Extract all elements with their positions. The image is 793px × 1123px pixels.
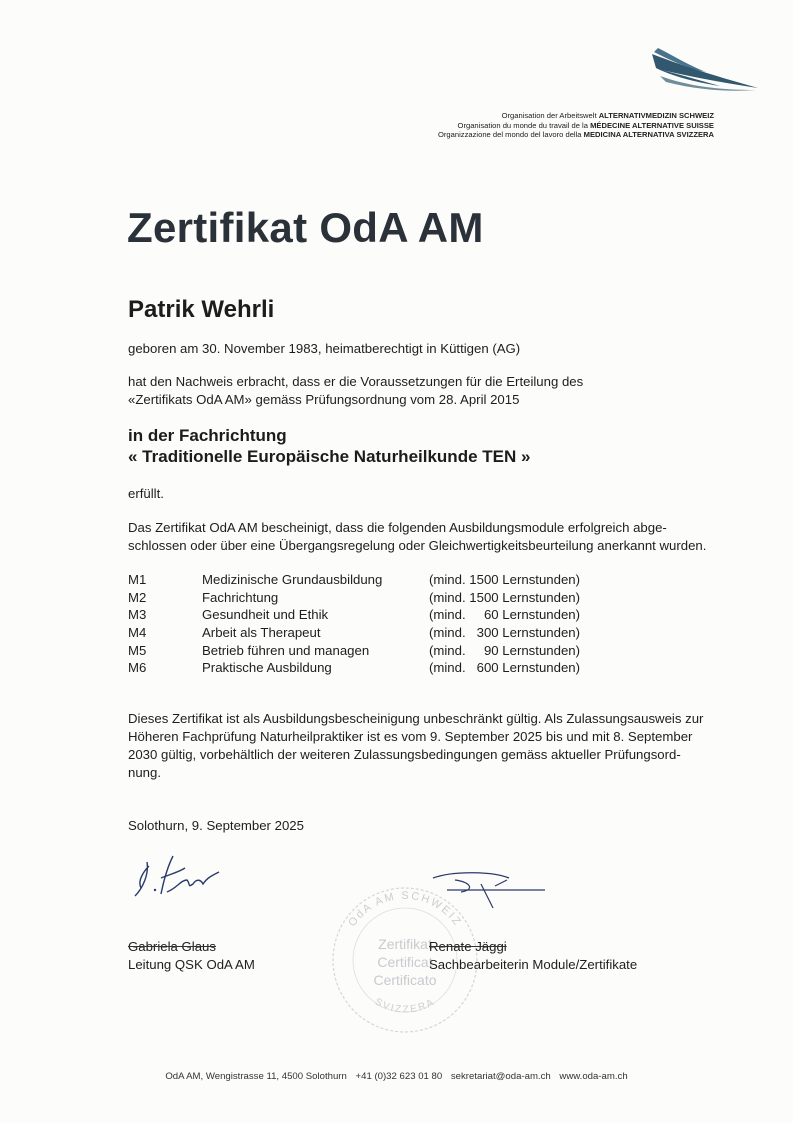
module-code: M1 [128, 572, 147, 588]
stamp-ring-bottom: SVIZZERA [372, 996, 438, 1016]
module-hours: (mind. 1500 Lernstunden) [429, 572, 581, 588]
module-name: Gesundheit und Ethik [202, 607, 329, 623]
table-row [128, 571, 580, 589]
svg-text:OdA AM SCHWEIZ [346, 890, 464, 929]
table-row [128, 641, 580, 659]
module-code: M6 [128, 660, 147, 676]
footer-contact [0, 1071, 793, 1082]
stamp-line-2: Certificat [377, 954, 433, 970]
oda-am-logo [648, 46, 760, 96]
module-name: Betrieb führen und managen [202, 642, 370, 658]
module-hours: (mind. 60 Lernstunden) [429, 607, 581, 623]
signatory-role: Leitung QSK OdA AM [128, 957, 255, 972]
module-name: Fachrichtung [202, 589, 279, 605]
module-hours: (mind. 1500 Lernstunden) [429, 589, 581, 605]
table-row [128, 624, 580, 642]
validity-statement: Dieses Zertifikat ist als Ausbildungsbescheinigung unbeschränkt gültig. Als Zulassungsausweis zur Höheren Fachprüfung Naturheilpraktiker ist es vom 9. September 2025 bis und mit 8. September 2030 gültig, vorbehältlich der weiteren Zulassungsbedingungen gemäss aktueller Prüfungsord- nung. [128, 711, 704, 780]
module-hours: (mind. 600 Lernstunden) [429, 660, 581, 676]
organisation-header: Organisation der Arbeitswelt ALTERNATIVMEDIZIN SCHWEIZ Organisation du monde du travail de la MÉDECINE ALTERNATIVE SUISSE Organizzazione del mondo del lavoro della MEDICINA ALTERNATIVA SVIZZERA [438, 111, 714, 140]
discipline-heading: in der Fachrichtung « Traditionelle Europäische Naturheilkunde TEN » [128, 426, 531, 466]
table-row [128, 659, 580, 677]
place-date: Solothurn, 9. September 2025 [128, 818, 304, 833]
signatory-name: Gabriela Glaus [128, 939, 216, 954]
module-code: M4 [128, 625, 147, 641]
footer-website[interactable]: www.oda-am.ch [559, 1071, 628, 1082]
stamp-line-1: Zertifikat [378, 936, 432, 952]
stamp-ring-top: OdA AM SCHWEIZ [346, 889, 464, 929]
module-code: M5 [128, 642, 147, 658]
module-hours: (mind. 90 Lernstunden) [429, 642, 581, 658]
signatory-glaus [128, 938, 255, 974]
signatory-jaeggi [429, 938, 637, 974]
modules-table [128, 571, 580, 677]
module-name: Praktische Ausbildung [202, 660, 332, 676]
module-code: M2 [128, 589, 147, 605]
proof-statement: hat den Nachweis erbracht, dass er die Voraussetzungen für die Erteilung des «Zertifikats OdA AM» gemäss Prüfungsordnung vom 28. April 2015 [128, 374, 584, 407]
fulfilled-text: erfüllt. [128, 486, 164, 501]
signatory-name: Renate Jäggi [429, 939, 507, 954]
table-row [128, 589, 580, 607]
footer-phone: +41 (0)32 623 01 80 [355, 1071, 443, 1082]
svg-text:SVIZZERA [373, 996, 437, 1015]
module-hours: (mind. 300 Lernstunden) [429, 625, 581, 641]
signatory-role: Sachbearbeiterin Module/Zertifikate [429, 957, 638, 972]
stamp-line-3: Certificato [373, 972, 437, 988]
module-name: Medizinische Grundausbildung [202, 572, 383, 588]
footer-address: OdA AM, Wengistrasse 11, 4500 Solothurn [165, 1071, 347, 1082]
module-name: Arbeit als Therapeut [202, 625, 321, 641]
table-row [128, 606, 580, 624]
certificate-title: Zertifikat OdA AM [127, 204, 484, 251]
birth-info: geboren am 30. November 1983, heimatberechtigt in Küttigen (AG) [128, 341, 521, 356]
modules-intro: Das Zertifikat OdA AM bescheinigt, dass die folgenden Ausbildungsmodule erfolgreich abge- schlossen oder über eine Übergangsregelung oder Gleichwertigkeitsbeurteilung anerkannt wurden. [128, 520, 707, 553]
module-code: M3 [128, 607, 147, 623]
footer-email[interactable]: sekretariat@oda-am.ch [450, 1071, 551, 1082]
recipient-name: Patrik Wehrli [128, 296, 275, 323]
signature-glaus [127, 848, 237, 900]
